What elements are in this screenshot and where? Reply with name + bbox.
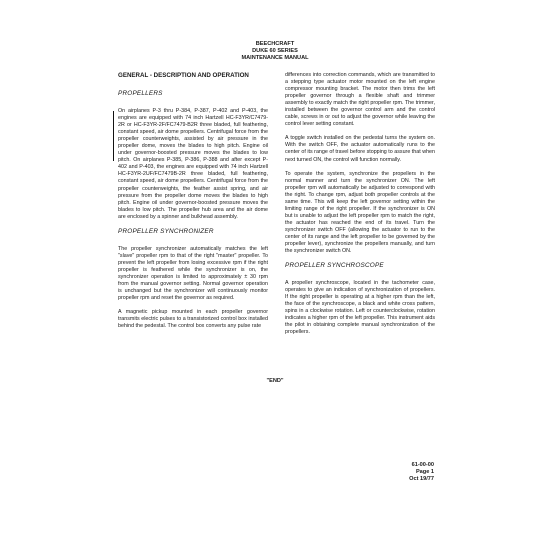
synchronizer-paragraph-3: differences into correction commands, which are transmitted to a stepping type actuator motor mounted on the left engine compressor mounting bracket. The motor then trims the left propeller governor through a flexible shaft and trimmer assembly to exactly match the right propeller rpm. The trimmer, installed between the governor control arm and the control cable, screws in or out to adjust the governor while leaving the control lever setting constant. [285, 72, 435, 128]
toggle-switch-paragraph: A toggle switch installed on the pedestal turns the system on. With the switch OFF, the actuator automatically runs to the center of its range of travel before stopping to assure that when next turned ON, the control will function normally. [285, 135, 435, 163]
header-model: DUKE 60 SERIES [252, 48, 298, 54]
right-column [285, 72, 435, 344]
footer-date: Oct 19/77 [409, 476, 434, 482]
header-manual-title: MAINTENANCE MANUAL [241, 55, 309, 61]
synchronizer-paragraph-2: A magnetic pickup mounted in each propeller governor transmits electric pulses to a transistorized control box installed behind the pedestal. The control box converts any pulse rate [118, 309, 268, 330]
footer-page-number: Page 1 [415, 469, 434, 475]
header-company: BEECHCRAFT [255, 41, 295, 47]
end-marker: "END" [266, 378, 284, 384]
left-column [118, 72, 268, 337]
operation-paragraph: To operate the system, synchronize the propellers in the normal manner and turn the synchronizer ON. The left propeller rpm will automatically be adjusted to correspond with the right. To change rpm, adjust both propeller controls at the same time. This will keep the left governor setting within the limiting range of the right propeller. If the synchronizer is ON but is unable to adjust the left propeller rpm to match the right, the actuator has reached the end of its travel. Turn the synchronizer switch OFF (allowing the actuator to run to the center of its range and the left propeller to be governed by the propeller lever), synchronize the propellers manually, and turn the synchronizer switch ON. [285, 170, 435, 255]
propellers-heading: PROPELLERS [118, 90, 163, 97]
synchroscope-heading: PROPELLER SYNCHROSCOPE [285, 262, 384, 270]
synchroscope-paragraph: A propeller synchroscope, located in the tachometer case, operates to give an indication of synchronization of propellers. If the right propeller is operating at a higher rpm than the left, the face of the synchroscope, a black and white cross pattern, spins in a clockwise rotation. Left or counterclockwise, rotation indicates a higher rpm of the left propeller. This instrument aids the pilot in obtaining complete manual synchronization of the propellers. [285, 280, 435, 336]
revision-change-bar [113, 111, 114, 161]
propellers-paragraph: On airplanes P-3 thru P-384, P-387, P-402 and P-403, the engines are equipped with 74 inch Hartzell HC-F3YR/C7479-2R or HC-F3YR-2F/FC7479-B2R three bladed, full feathering, constant speed, air dome propellers. Centrifugal force from the propeller counterweights, assisted by air pressure in the propeller dome, moves the blades to high pitch. Engine oil under governor-boosted pressure moves the blades to low pitch. On airplanes P-385, P-386, P-388 and after except P-402 and P-403, the engines are equipped with 74 inch Hartzell HC-F3YR-2UF/FC7479B-2R three bladed, full feathering, constant speed, air dome propellers. Centrifugal force from the propeller counterweights, the feather assist spring, and air pressure from the propeller dome moves the blades to high pitch. Engine oil under governor-boosted pressure moves the blades to low pitch. The propeller hub area and the air dome are enclosed by a spinner and bulkhead assembly. [118, 108, 268, 220]
footer-section-number: 61-00-00 [411, 462, 434, 468]
page-header [0, 41, 550, 62]
synchronizer-paragraph-1: The propeller synchronizer automatically matches the left "slave" propeller rpm to that of the right "master" propeller. To prevent the left propeller from losing excessive rpm if the right propeller is feathered while the synchronizer is on, the synchronizer operation is limited to approximately ± 30 rpm from the manual governor setting. Normal governor operation is unchanged but the synchronizer will continuously monitor propeller rpm and reset the governor as required. [118, 245, 268, 302]
page-footer [409, 462, 434, 483]
synchronizer-heading: PROPELLER SYNCHRONIZER [118, 227, 214, 235]
section-title: GENERAL - DESCRIPTION AND OPERATION [118, 72, 249, 79]
